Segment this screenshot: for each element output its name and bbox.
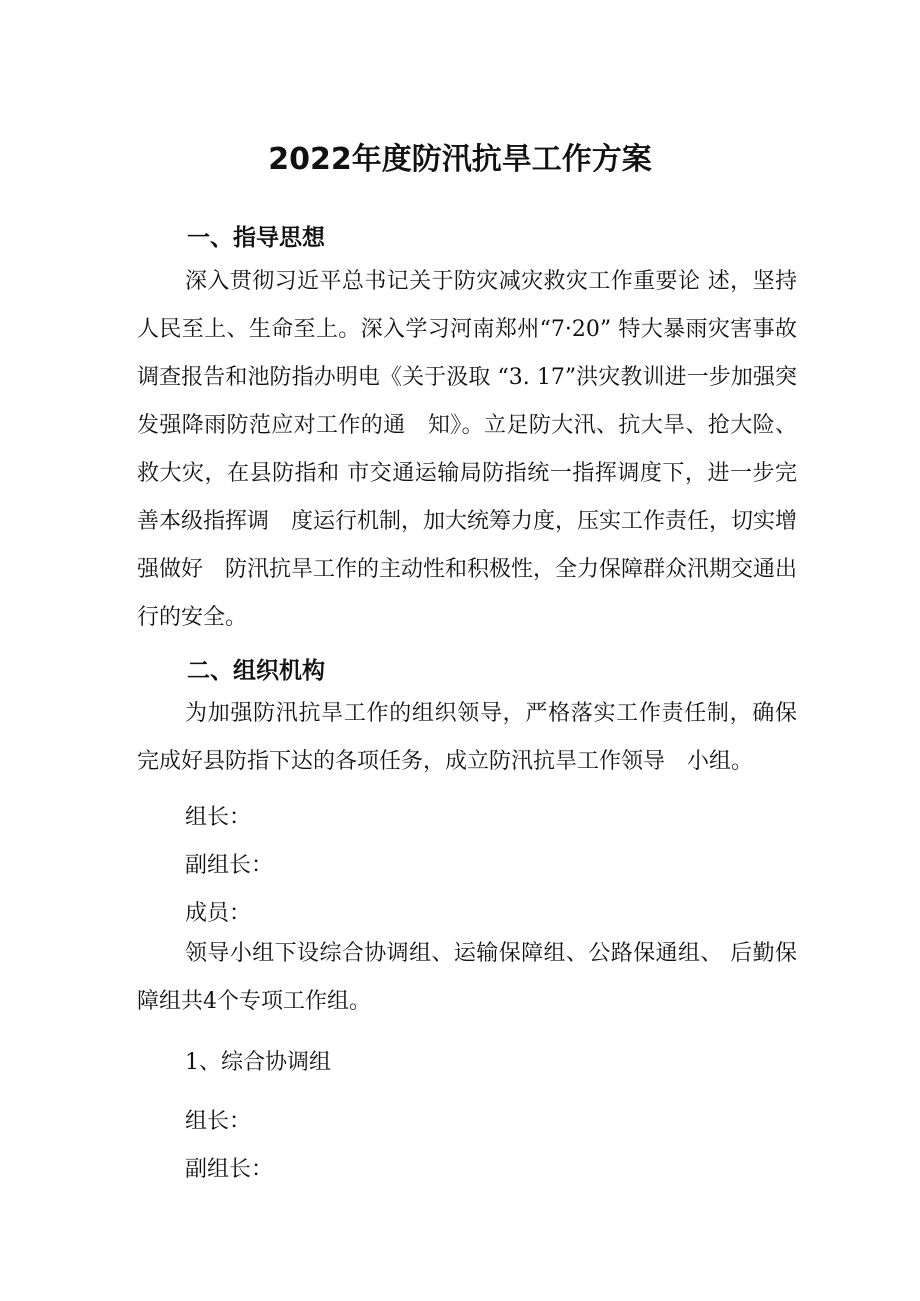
section-heading-guiding-ideology: 一、指导思想 [187,225,325,251]
coordination-deputy-label: 副组长： [185,1157,274,1182]
section-heading-organization: 二、组织机构 [187,658,325,684]
groups-intro-paragraph: 领导小组下设综合协调组、运输保障组、公路保通组、 后勤保障组共4个专项工作组。 [137,941,797,1014]
deputy-leader-label: 副组长： [185,853,274,878]
coordination-leader-label: 组长： [185,1109,252,1134]
subsection-heading-coordination-group: 1、综合协调组 [185,1050,331,1075]
leader-label: 组长： [185,805,252,830]
members-label: 成员： [185,901,252,926]
section-body-guiding-ideology: 深入贯彻习近平总书记关于防灾减灾救灾工作重要论 述，坚持人民至上、生命至上。深入学习河南郑州“7·20” 特大暴雨灾害事故调查报告和池防指办明电《关于汲取 “3. 17”洪灾教训进一步加强突发强降雨防范应对工作的通 知》。立足防大汛、抗大旱、抢大险、救大灾，在县防指和 市交通运输局防指统一指挥调度下，进一步完善本级指挥调 度运行机制，加大统筹力度，压实工作责任，切实增强做好 防汛抗旱工作的主动性和积极性，全力保障群众汛期交通出 行的安全。 [137,269,798,630]
document-title: 2022年度防汛抗旱工作方案 [268,142,652,177]
section-body-organization: 为加强防汛抗旱工作的组织领导，严格落实工作责任制，确保完成好县防指下达的各项任务，成立防汛抗旱工作领导 小组。 [137,701,797,774]
